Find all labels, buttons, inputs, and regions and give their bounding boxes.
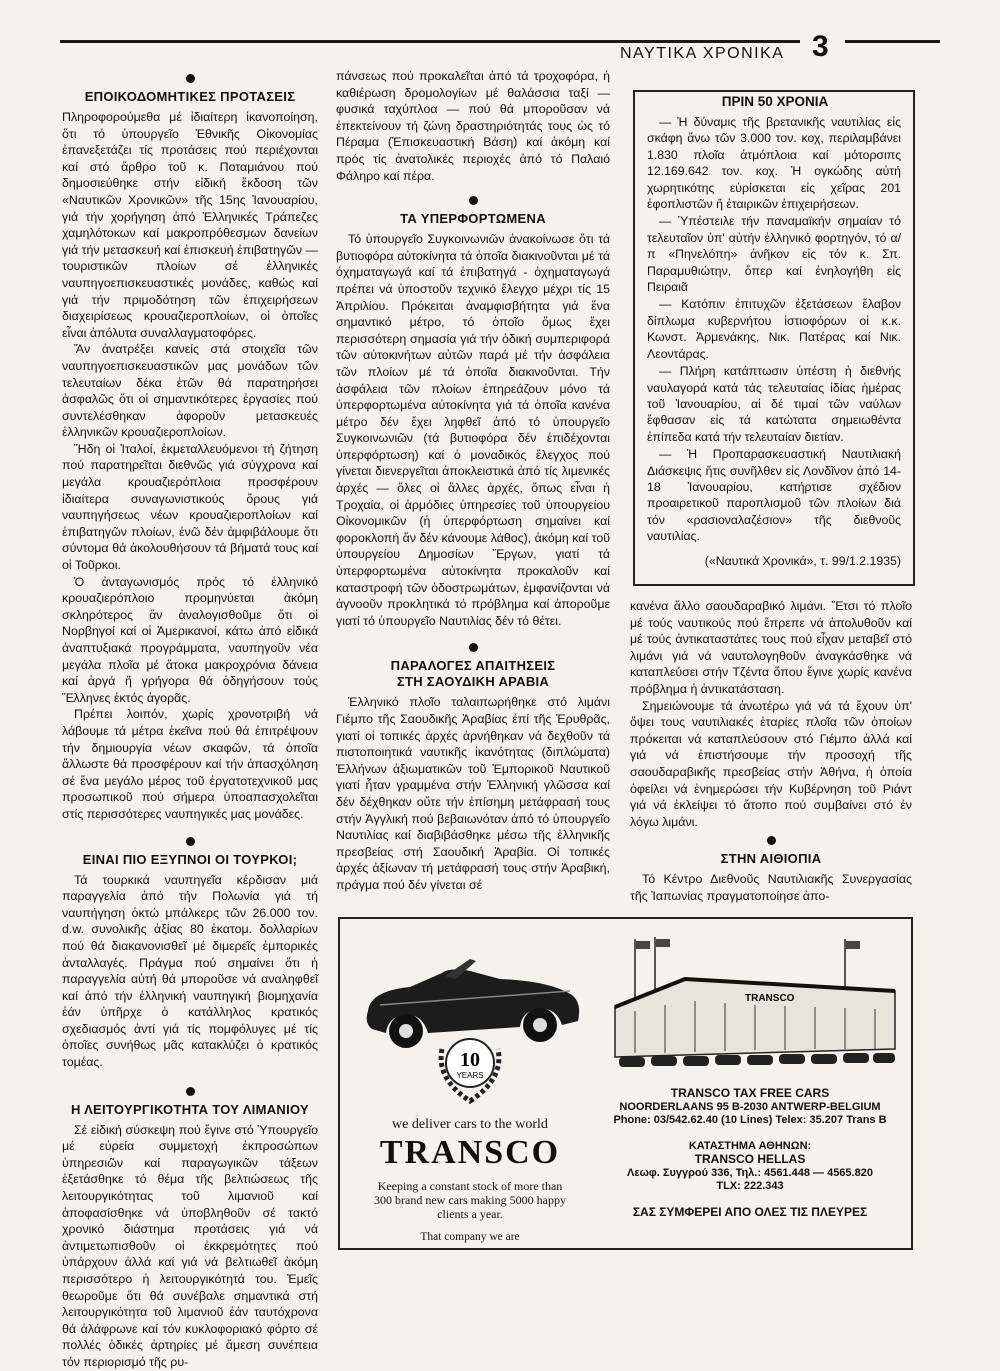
history-box-title: ΠΡΙΝ 50 ΧΡΟΝΙΑ — [650, 94, 900, 109]
bullet-dot — [469, 196, 478, 205]
history-item: — Ὑπέστειλε τήν παναμαϊκήν σημαίαν τό τελευταῖον ὑπ' αὐτήν ἑλληνικό φορτηγόν, τό α/π «Πηνελόπη» ἀνῆκον εἰς τόν κ. Σπ. Παραμυθιώτην, ὅπερ καί ἐνηλογήθη εἰς Πειραιᾶ — [647, 214, 901, 295]
paragraph: πάνσεως πού προκαλεῖται ἀπό τά τροχοφόρα, ἡ καθιέρωση δρομολογίων μέ θαλάσσια ταξί — φυσικά ταχύπλοα — πού θά μποροῦσαν νά ἐπεκτείνουν τή ζώνη δραστηριότητάς τους ὡς τό Πέραμα (Ἐπισκευαστική Βάση) καί ἀκόμη καί πρός τίς ἀνατολικές περιοχές ἀπό τό Παλαιό Φάληρο καί πέρα. — [336, 69, 610, 183]
article-title-line: ΣΤΗ ΣΑΟΥΔΙΚΗ ΑΡΑΒΙΑ — [396, 674, 550, 690]
company-name: TRANSCO TAX FREE CARS — [670, 1086, 830, 1100]
article-title — [336, 658, 610, 690]
athens-address: Λεωφ. Συγγρού 336, Τηλ.: 4561.448 — 4565.820 — [627, 1166, 873, 1179]
paragraph: Τό ὑπουργεῖο Συγκοινωνιῶν ἀνακοίνωσε ὅτι τά βυτιοφόρα αὐτοκίνητα τά ὁποῖα διακινοῦνται μέ τά ὀχηματαγωγά καί τά ἐπιβατηγά - ὀχηματαγωγά πρέπει νά ὑποστοῦν τεχνικό ἔλεγχο μέχρι τίς 15 Ἀπριλίου. Πρόκειται ἀναμφισβήτητα γιά ἕνα σημαντικό μέτρο, τό ὁποῖο ὅμως ἔχει περισσότερη σημασία γιά τήν ὁδική συμπεριφορά τῶν αὐτοκινήτων αὐτῶν παρά μέ τήν ἀσφάλεια τῶν πλοίων μέ τά ὁποῖα διακινοῦνται. Τήν ἀσφάλεια τῶν πλοίων ἐπηρεάζουν μόνο τά ὑπερφορτωμένα αὐτοκίνητα γιά τά ὁποῖα κανένα μέτρο δέν ἔχει ληφθεῖ ἀπό τό ὑπουργεῖο Συγκοινωνιῶν (τά βυτιοφόρα δέν ἐπιδέχονται ὑπερφόρτωση) καί ὁ μοναδικός ἔλεγχος πού γίνεται διενεργεῖται ἀποκλειστικά ἀπό τίς λιμενικές ἀρχές — ὅλες οἱ ἄλλες ἀρχές, ὅπως εἶναι ἡ Τροχαία, οἱ ἁρμόδιες ὑπηρεσίες τοῦ ὑπουργείου Οἰκονομικῶν (ἡ ὑπερφόρτωση σημαίνει καί φοροκλοπή ἄν δέν κάνουμε λάθος), ἀκόμη καί τοῦ ὑπουργείου Δημοσίων Ἔργων, γιατί τά ὑπερφορτωμένα αὐτοκίνητα προκαλοῦν καί καταστροφή τῶν ὁδοστρωμάτων, ἐμφανίζονται νά ἀγνοοῦν προκλητικά τό πρόβλημα καί ἀποροῦμε γιατί τό ὑπουργεῖο Ναυτιλίας δέν τό θέτει. — [336, 232, 610, 628]
history-item: — Ἡ Προπαρασκευαστική Ναυτιλιακή Διάσκεψις ἥτις συνῆλθεν εἰς Λονδῖνον ἀπό 14-18 Ἰανουαρίου, κατήρτισε σχέδιον προαιρετικοῦ παροπλισμοῦ τῶν πλοίων διά τόν «ρασιοναλαζέσιον» τῆς διεθνοῦς ναυτιλίας. — [647, 447, 901, 544]
article-title: ΤΑ ΥΠΕΡΦΟΡΤΩΜΕΝΑ — [400, 211, 546, 227]
header-rule-right — [845, 40, 940, 43]
ad-tagline: we deliver cars to the world — [392, 1117, 548, 1132]
company-address: NOORDERLAANS 95 B-2030 ANTWERP-BELGIUM — [619, 1100, 881, 1113]
article-title: ΣΤΗΝ ΑΙΘΙΟΠΙΑ — [720, 851, 822, 867]
paragraph: Σέ εἰδική σύσκεψη πού ἔγινε στό Ὑπουργεῖο μέ εὐρεία συμμετοχή ἐκπροσώπων ὑπηρεσιῶν καί παραγωγικῶν τάξεων ἐξετάσθηκε τό θέμα τῆς βελτιώσεως τῆς λειτουργικότητας τοῦ λιμανιοῦ καί ἀποφασίσθηκε νά ὑποβληθοῦν σέ τακτό χρονικό διάστημα προτάσεις γιά νά ἀντιμετωπισθοῦν οἱ ἐκκρεμότητες πού ὑπάρχουν ἀλλά καί γιά νά βελτιωθεῖ ἀκόμη περισσότερο ἡ λειτουργικότητά του. Ἐμεῖς θεωροῦμε ὅτι θά συνέβαλε σημαντικά στή λειτουργικότητα τοῦ λιμανιοῦ ἐάν ταυτόχρονα θά ἀλάφρωνε καί τόν κυκλοφοριακό φόρτο σέ πολλές ὁδικές ἀρτηρίες μέ ἄμεση συνέπεια τόν περιορισμό τῆς ρυ- — [62, 1122, 318, 1369]
header-rule-left — [60, 40, 800, 43]
paragraph: Ἑλληνικό πλοῖο ταλαιπωρήθηκε στό λιμάνι Γιέμπο τῆς Σαουδικῆς Ἀραβίας ἐπί τῆς Ἐρυθρᾶς, γιατί οἱ τοπικές ἀρχές ἀρνήθηκαν νά δεχθοῦν τά πιστοποιητικά ναυτικῆς ἱκανότητας (διπλώματα) Ἑλλήνων ἀξιωματικῶν τοῦ Ἐμπορικοῦ Ναυτικοῦ γιατί ἦταν γραμμένα στήν Ἑλληνική γλῶσσα καί δέν δέχθηκαν οὔτε τήν ἐπίσημη μετάφρασή τους στήν Ἀγγλική πού βεβαιωνόταν ἀπό τό ὑπουργεῖο Ναυτιλίας καί διαβιβάσθηκε μέσω τῆς ἑλληνικῆς πρεσβείας στή Σαουδική Ἀραβία. Οἱ τοπικές ἀρχές ἀξίωναν τή μετάφρασή τους στήν Ἀραβική, πράγμα πού δέν γίνεται σέ — [336, 695, 610, 892]
paragraph: Πρέπει λοιπόν, χωρίς χρονοτριβή νά λάβουμε τά μέτρα ἐκεῖνα πού θά ἐπιτρέψουν τήν δημιουργία νέων σκαφῶν, τά ὁποῖα ἄλλωστε θά προσφέρουν καί τήν ἀπασχόληση σέ ἕνα μεγάλο μέρος τοῦ ἐργατοτεχνικοῦ μας προσωπικοῦ πού σήμερα ὑποαπασχολεῖται στίς περισσότερες ναυπηγικές μας μονάδες. — [62, 707, 318, 821]
history-box — [633, 90, 915, 586]
history-item: — Κατόπιν ἐπιτυχῶν ἐξετάσεων ἔλαβον δίπλωμα κυβερνήτου ἱστιοφόρων οἱ κ.κ. Κωνστ. Ἀρμενάκης, Νικ. Πατέρας καί Νικ. Λεοντάρας. — [647, 297, 901, 361]
paragraph: Πληροφορούμεθα μέ ἰδιαίτερη ἱκανοποίηση, ὅτι τό ὑπουργεῖο Ἐθνικῆς Οἰκονομίας ἐπανεξετάζει τίς προτάσεις πού περιέχονται καί στό ἄρθρο τοῦ κ. Ποταμιάνου πού δημοσιεύθηκε στήν εἰδική ἔκδοση τῶν «Ναυτικῶν Χρονικῶν» τῆς 15ης Ἰανουαρίου, γιά τήν χορήγηση ἀπό Ἑλληνικές Τράπεζες χαμηλότοκων καί μακροπρόθεσμων δανείων γιά τήν μετασκευή καί ἐπισκευή ἐπιβατηγῶν — τουριστικῶν πλοίων σέ ἑλληνικές ναυπηγοεπισκευαστικές μονάδες, καθώς καί γιά τήν πριμοδότηση τῶν ἐπιχειρήσεων διαχειρίσεως κρουαζιεροπλοίων, οἱ ὁποῖες εἶναι ἀπόλυτα συναλλαγματοφόρες. — [62, 110, 318, 340]
badge-number: 10 — [460, 1049, 480, 1071]
paragraph: Ὁ ἀνταγωνισμός πρός τό ἑλληνικό κρουαζιερόπλοιο προμηνύεται ἀκόμη σκληρότερος ἄν ἀναλογισθοῦμε ὅτι οἱ Νορβηγοί καί οἱ Ἀμερικανοί, κάτω ἀπό εἰδικά ἀναπτυξιακά προγράμματα, ναυπηγοῦν νέα μεγάλα πλοῖα μέ ἄτοκα μακροχρόνια δάνεια καί ἀργά ἤ γρήγορα θά ὁδηγήσουν τούς Ἕλληνες ἐκτός ἀγορᾶς. — [62, 574, 318, 705]
paragraph: Ἤδη οἱ Ἰταλοί, ἐκμεταλλευόμενοι τή ζήτηση πού παρατηρεῖται διεθνῶς γιά σύγχρονα καί μεγάλα κρουαζιερόπλοια προσφέρουν ἰδιαίτερα συναγωνιστικούς ὅρους γιά ναυπηγήσεως νέων κρουαζιεροπλοίων καί ἐπιβατηγῶν πλοίων, ἐνῶ δέν ἀμφιβάλουμε ὅτι σύντομα θά ἀκολουθήσουν τά βήματά τους καί οἱ Τοῦρκοι. — [62, 441, 318, 573]
athens-label: ΚΑΤΑΣΤΗΜΑ ΑΘΗΝΩΝ: — [688, 1139, 812, 1152]
showroom-building-illustration — [595, 929, 905, 1079]
column-2 — [336, 68, 610, 894]
paragraph: Τό Κέντρο Διεθνοῦς Ναυτιλιακῆς Συνεργασίας τῆς Ἰαπωνίας πραγματοποίησε ἀπο- — [630, 872, 912, 903]
athens-name: TRANSCO HELLAS — [694, 1152, 806, 1166]
column-1 — [62, 68, 318, 1371]
convertible-car-illustration — [350, 929, 590, 1114]
badge-text: YEARS — [456, 1071, 484, 1080]
bullet-dot — [767, 836, 776, 845]
history-item: — Πλήρη κατάπτωσιν ὑπέστη ἡ διεθνής ναυλαγορά κατά τάς τελευταίας ἰδίας ἡμέρας τοῦ Ἰανουαρίου, αἱ δέ τιμαί τῶν ναύλων ἔφθασαν εἰς τά κατώτατα σημειωθέντα ἐπίπεδα κατά τήν τελευταίαν διετίαν. — [647, 364, 901, 444]
ad-motto: That company we are — [420, 1231, 520, 1243]
history-source: («Ναυτικά Χρονικά», τ. 99/1.2.1935) — [704, 553, 901, 568]
building-sign: TRANSCO — [745, 993, 795, 1004]
article-title: Η ΛΕΙΤΟΥΡΓΙΚΟΤΗΤΑ ΤΟΥ ΛΙΜΑΝΙΟΥ — [70, 1101, 310, 1117]
athens-tlx: TLX: 222.343 — [716, 1180, 784, 1192]
bullet-dot — [186, 837, 195, 846]
bullet-dot — [186, 1087, 195, 1096]
ad-contact-info — [595, 1087, 905, 1219]
company-phones: Phone: 03/542.62.40 (10 Lines) Telex: 35.207 Trans B — [613, 1114, 887, 1126]
transco-advertisement — [338, 917, 913, 1250]
article-title: ΕΠΟΙΚΟΔΟΜΗΤΙΚΕΣ ΠΡΟΤΑΣΕΙΣ — [84, 89, 296, 104]
paragraph: Τά τουρκικά ναυπηγεῖα κέρδισαν μιά παραγγελία ἀπό τήν Πολωνία γιά τή ναυπήγηση ὀκτώ μπάλκερς τῶν 26.000 τον. d.w. συνολικῆς ἀξίας 80 ἑκατομ. δολλαρίων πού θά διακανονισθεῖ μέ διμερεῖς ἐμπορικές ἀνταλλαγές. Πράγμα πού σημαίνει ὅτι ἡ παραγγελία αὐτή θά μποροῦσε νά αναληφθεῖ καί ἀπό τήν ἑλληνική ναυπηγική βιομηχανία ἐάν ὑπῆρχε ὁ κατάλληλος κρατικός σχεδιασμός ἀντί γιά τίς πομφόλυγες μέ τίς ὁποῖες συνήθως μᾶς κατακλύζει ὁ κρατικός τομέας. — [62, 872, 318, 1070]
section-title: ΝΑΥΤΙΚΑ ΧΡΟΝΙΚΑ — [620, 45, 785, 62]
ad-brand: TRANSCO — [379, 1134, 561, 1171]
ad-slogan: ΣΑΣ ΣΥΜΦΕΡΕΙ ΑΠΟ ΟΛΕΣ ΤΙΣ ΠΛΕΥΡΕΣ — [632, 1204, 868, 1219]
paragraph: Ἄν ἀνατρέξει κανείς στά στοιχεῖα τῶν ναυπηγοεπισκευαστικῶν μας μονάδων τῶν τελευταίων δέκα ἐτῶν θά παρατηρήσει ἀσφαλῶς ὅτι οἱ σημαντικότερες ἐργασίες πού συντελέσθηκαν ἀφοροῦν μετασκευές ἑλληνικῶν κρουαζιεροπλοίων. — [62, 342, 318, 440]
paragraph: κανένα ἄλλο σαουδαραβικό λιμάνι. Ἔτσι τό πλοῖο μέ τούς ναυτικούς πού ἔπρεπε νά ἀπολυθοῦν καί μέ τούς ἀντικαταστάτες τους πού εἶχαν μεταβεῖ στό λιμάνι γιά νά ναυτολογηθοῦν ἀναγκάσθηκε νά καταπλεύσει στήν Τζέντα ὅπου ἔγινε χωρίς κανένα πρόβλημα ἡ ἀντικατάσταση. — [630, 599, 912, 696]
column-3 — [630, 598, 912, 905]
ad-blurb: Keeping a constant stock of more than 300 brand new cars making 5000 happy clients a year. — [374, 1179, 566, 1221]
ad-right-panel — [595, 929, 905, 1239]
history-item: — Ἡ δύναμις τῆς βρετανικῆς ναυτιλίας εἰς σκάφη ἄνω τῶν 3.000 τον. κοχ, περιλαμβάνει 1.830 πλοῖα ἀτμόπλοια καί μότορσιπς 12.169.642 τον. κοχ. Ἡ ογκώδης αὐτή χωρητικότης εὑρίσκεται εἰς χεῖρας 201 ἐφοπλιστῶν ἤ ἑταιρικῶν ἐπιχειρήσεων. — [647, 115, 901, 212]
paragraph: Σημειώνουμε τά ἀνωτέρω γιά νά τά ἔχουν ὑπ' ὄψει τους ναυτιλιακές ἑταρίες πλοῖα τῶν ὁποίων πρόκειται νά καταπλεύσουν στό Γιέμπο ἀλλά καί γιά νά ἐπιστήσουμε τήν προσοχή τῆς σαουδαραβικῆς πρεσβείας στήν Ἀθήνα, ἡ ὁποία ὀφείλει νά ἐνημερώσει τήν Κυβέρνηση τοῦ Ριάντ γιά νά ἐκλείψει τό ἄτοπο πού συμβαίνει στό ἐν λόγω λιμάνι. — [630, 698, 912, 829]
ad-left-panel — [350, 929, 590, 1243]
article-title: ΕΙΝΑΙ ΠΙΟ ΕΞΥΠΝΟΙ ΟΙ ΤΟΥΡΚΟΙ; — [82, 851, 298, 867]
page-number: 3 — [812, 30, 829, 63]
bullet-dot — [469, 643, 478, 652]
article-title-line: ΠΑΡΑΛΟΓΕΣ ΑΠΑΙΤΗΣΕΙΣ — [390, 658, 556, 674]
ten-years-badge — [441, 1039, 499, 1101]
bullet-dot — [186, 74, 195, 83]
